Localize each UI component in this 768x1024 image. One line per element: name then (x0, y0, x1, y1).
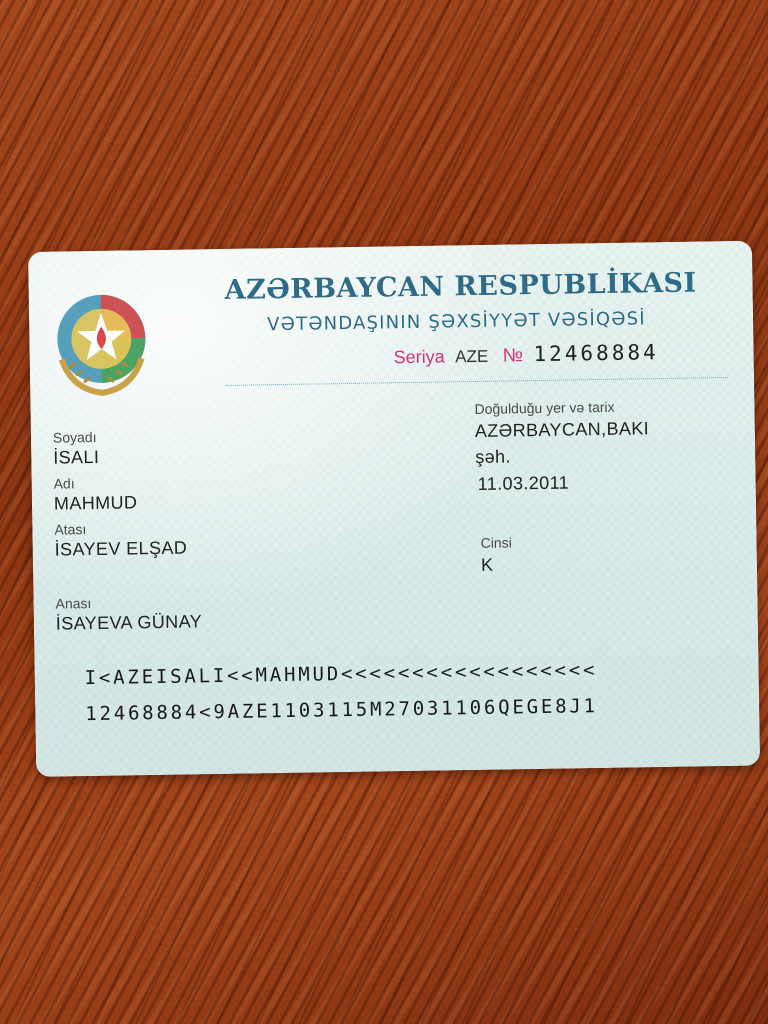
name-label: Adı (53, 475, 75, 492)
birth-label: Doğulduğu yer və tarix (474, 398, 615, 418)
surname-value: İSALI (53, 446, 100, 468)
sex-label: Cinsi (480, 534, 512, 551)
country-code: AZE (455, 346, 489, 367)
seriya-label: Seriya (393, 346, 445, 368)
birth-place-line2: şəh. (475, 446, 512, 467)
card-subtitle: VƏTƏNDAŞININ ŞƏXSİYYƏT VƏSİQƏSİ (267, 308, 646, 336)
id-card (28, 241, 760, 777)
mother-value: İSAYEVA GÜNAY (55, 611, 203, 634)
header-divider (226, 377, 728, 386)
state-emblem-icon (51, 288, 153, 400)
document-number: 12468884 (533, 340, 659, 367)
number-sign: № (502, 345, 524, 367)
sex-value: K (480, 554, 494, 575)
card-title: AZƏRBAYCAN RESPUBLİKASI (224, 267, 697, 306)
mrz-line-2: 12468884<9AZE1103115M27031106QEGE8J1 (85, 695, 598, 726)
mother-label: Anası (55, 595, 92, 612)
birth-place-line1: AZƏRBAYCAN,BAKI (474, 418, 650, 442)
mrz-line-1: I<AZEISALI<<MAHMUD<<<<<<<<<<<<<<<<<< (84, 659, 598, 690)
father-label: Atası (54, 521, 87, 538)
serial-row (393, 340, 658, 372)
birth-date: 11.03.2011 (477, 472, 570, 494)
father-value: İSAYEV ELŞAD (54, 537, 188, 560)
surname-label: Soyadı (52, 428, 97, 446)
name-value: MAHMUD (53, 492, 138, 514)
